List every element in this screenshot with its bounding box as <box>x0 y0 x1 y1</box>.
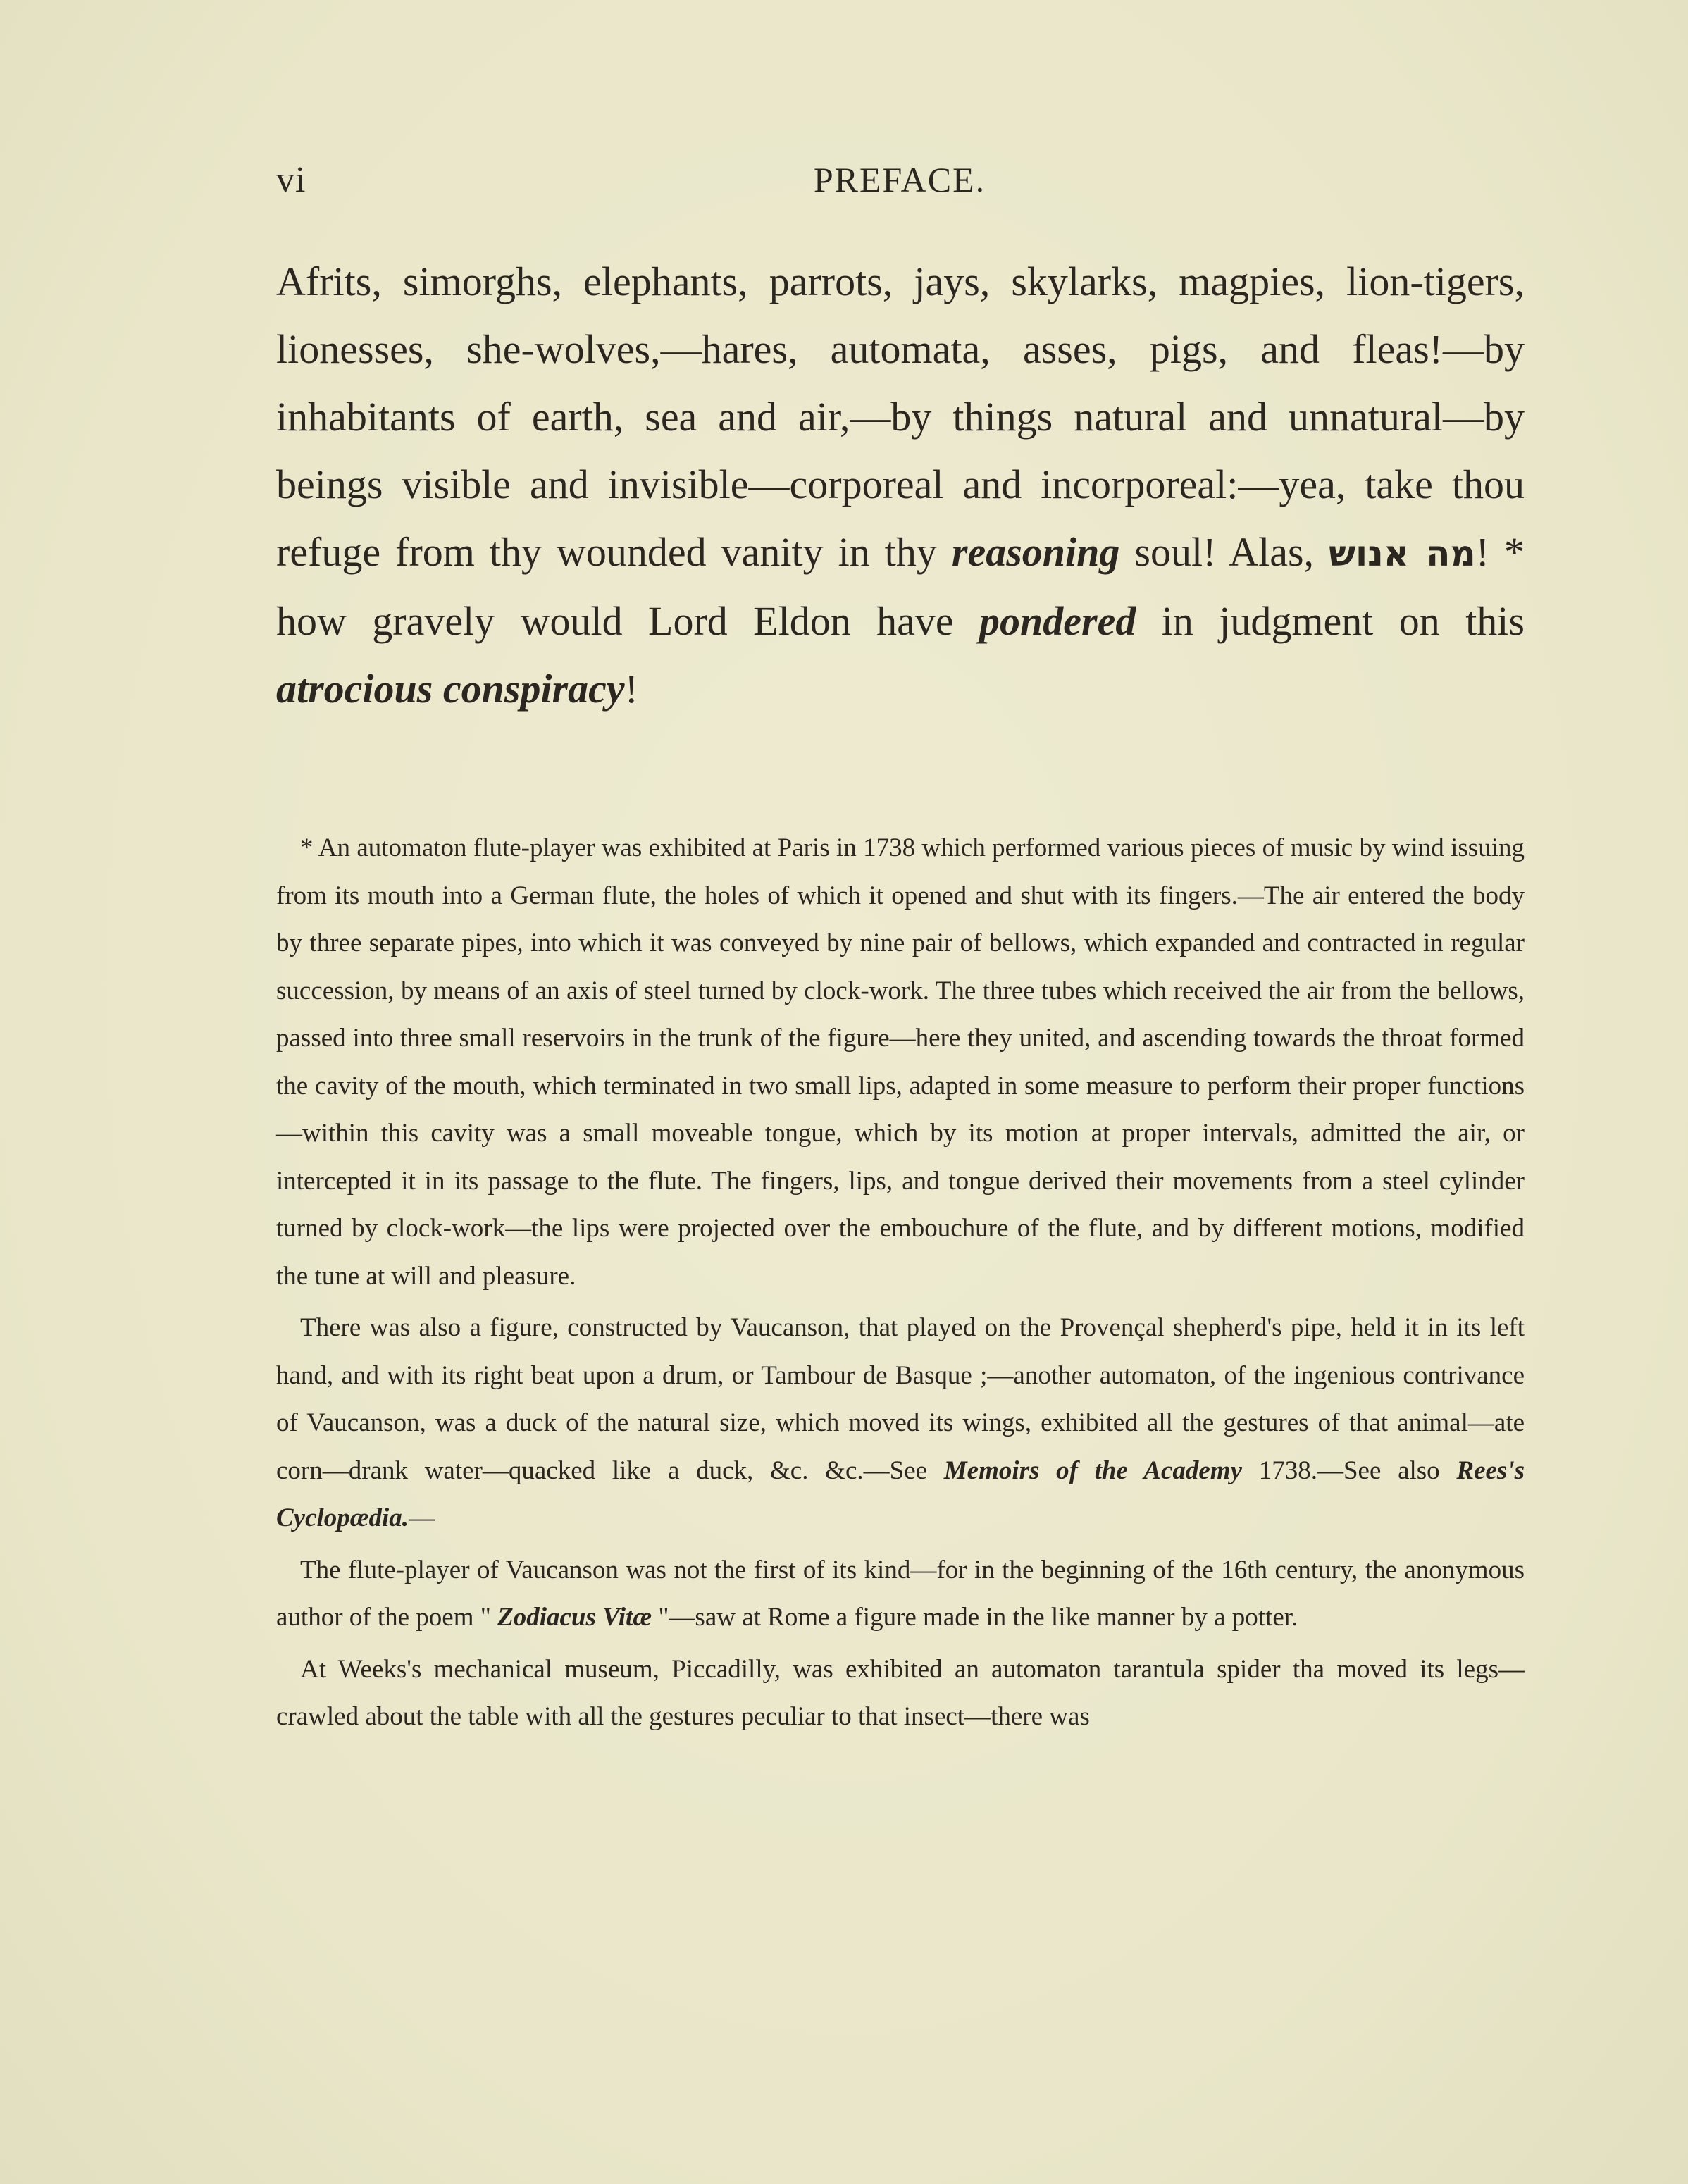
emphasis-pondered: pondered <box>979 598 1136 644</box>
running-head <box>276 159 1523 209</box>
footnote-text: The flute-player of Vaucanson was not the first of its kind—for in the beginning of the 16th century, the anonymous author of the poem " <box>276 1555 1525 1632</box>
emphasis-reasoning: reasoning <box>951 529 1120 575</box>
main-text-part: ! * how gravely would Lord Eldon have <box>276 529 1525 644</box>
footnote-text: 1738.—See also <box>1242 1456 1457 1485</box>
citation-title: Rees's Cyclopædia. <box>276 1456 1525 1532</box>
main-text-part: soul! Alas, <box>1119 529 1329 575</box>
poem-title: Zodiacus Vitæ <box>497 1603 652 1632</box>
footnote-paragraph: * An automaton flute-player was exhibited at Paris in 1738 which performed various pieces of music by wind issuing from its mouth into a German flute, the holes of which it opened and shut with its fingers.—The air entered the body by three separate pipes, into which it was conveyed by nine pair of bellows, which expanded and contracted in regular succession, by means of an axis of steel turned by clock-work. The three tubes which received the air from the bellows, passed into three small reservoirs in the trunk of the figure—here they united, and ascending towards the throat formed the cavity of the mouth, which terminated in two small lips, adapted in some measure to perform their proper functions—within this cavity was a small moveable tongue, which by its motion at proper intervals, admitted the air, or intercepted it in its passage to the flute. The fingers, lips, and tongue derived their movements from a steel cylinder turned by clock-work—the lips were projected over the embouchure of the flute, and by different motions, modified the tune at will and pleasure. <box>276 833 1525 1291</box>
page-number: vi <box>276 160 306 200</box>
main-text-part: ! <box>624 666 638 712</box>
footnote-paragraph: At Weeks's mechanical museum, Piccadilly, was exhibited an automaton tarantula spider tha moved its legs—crawled about the table with all the gestures peculiar to that insect—there was <box>276 1654 1525 1731</box>
citation-title: Memoirs of the Academy <box>943 1456 1242 1485</box>
footnote-block <box>276 824 1525 1745</box>
main-text-part: Afrits, simorghs, elephants, parrots, jays, skylarks, magpies, lion-tigers, lionesses, she-wolves,—hares, automata, asses, pigs, and fleas!—by inhabitants of earth, sea and air,—by things natural and unnatural—by beings visible and invisible—corporeal and incorporeal:—yea, take thou refuge from thy wounded vanity in thy <box>276 259 1525 575</box>
hebrew-phrase: מה אנוש <box>1329 533 1476 574</box>
footnote-text: There was also a figure, constructed by Vaucanson, that played on the Provençal shepherd's pipe, held it in its left hand, and with its right beat upon a drum, or Tambour de Basque ;—another automaton, of the ingenious contrivance of Vaucanson, was a duck of the natural size, which moved its wings, exhibited all the gestures of that animal—ate corn—drank water—quacked like a duck, &c. &c.—See <box>276 1313 1525 1485</box>
emphasis-atrocious-conspiracy: atrocious conspiracy <box>276 666 625 712</box>
footnote-paragraph <box>276 1304 1525 1542</box>
footnote-text: "—saw at Rome a figure made in the like manner by a potter. <box>652 1603 1298 1632</box>
footnote-text: — <box>409 1503 435 1532</box>
main-paragraph <box>276 248 1525 723</box>
main-text-part: in judgment on this <box>1136 598 1525 644</box>
page-title: PREFACE. <box>813 160 986 199</box>
footnote-paragraph <box>276 1546 1525 1642</box>
